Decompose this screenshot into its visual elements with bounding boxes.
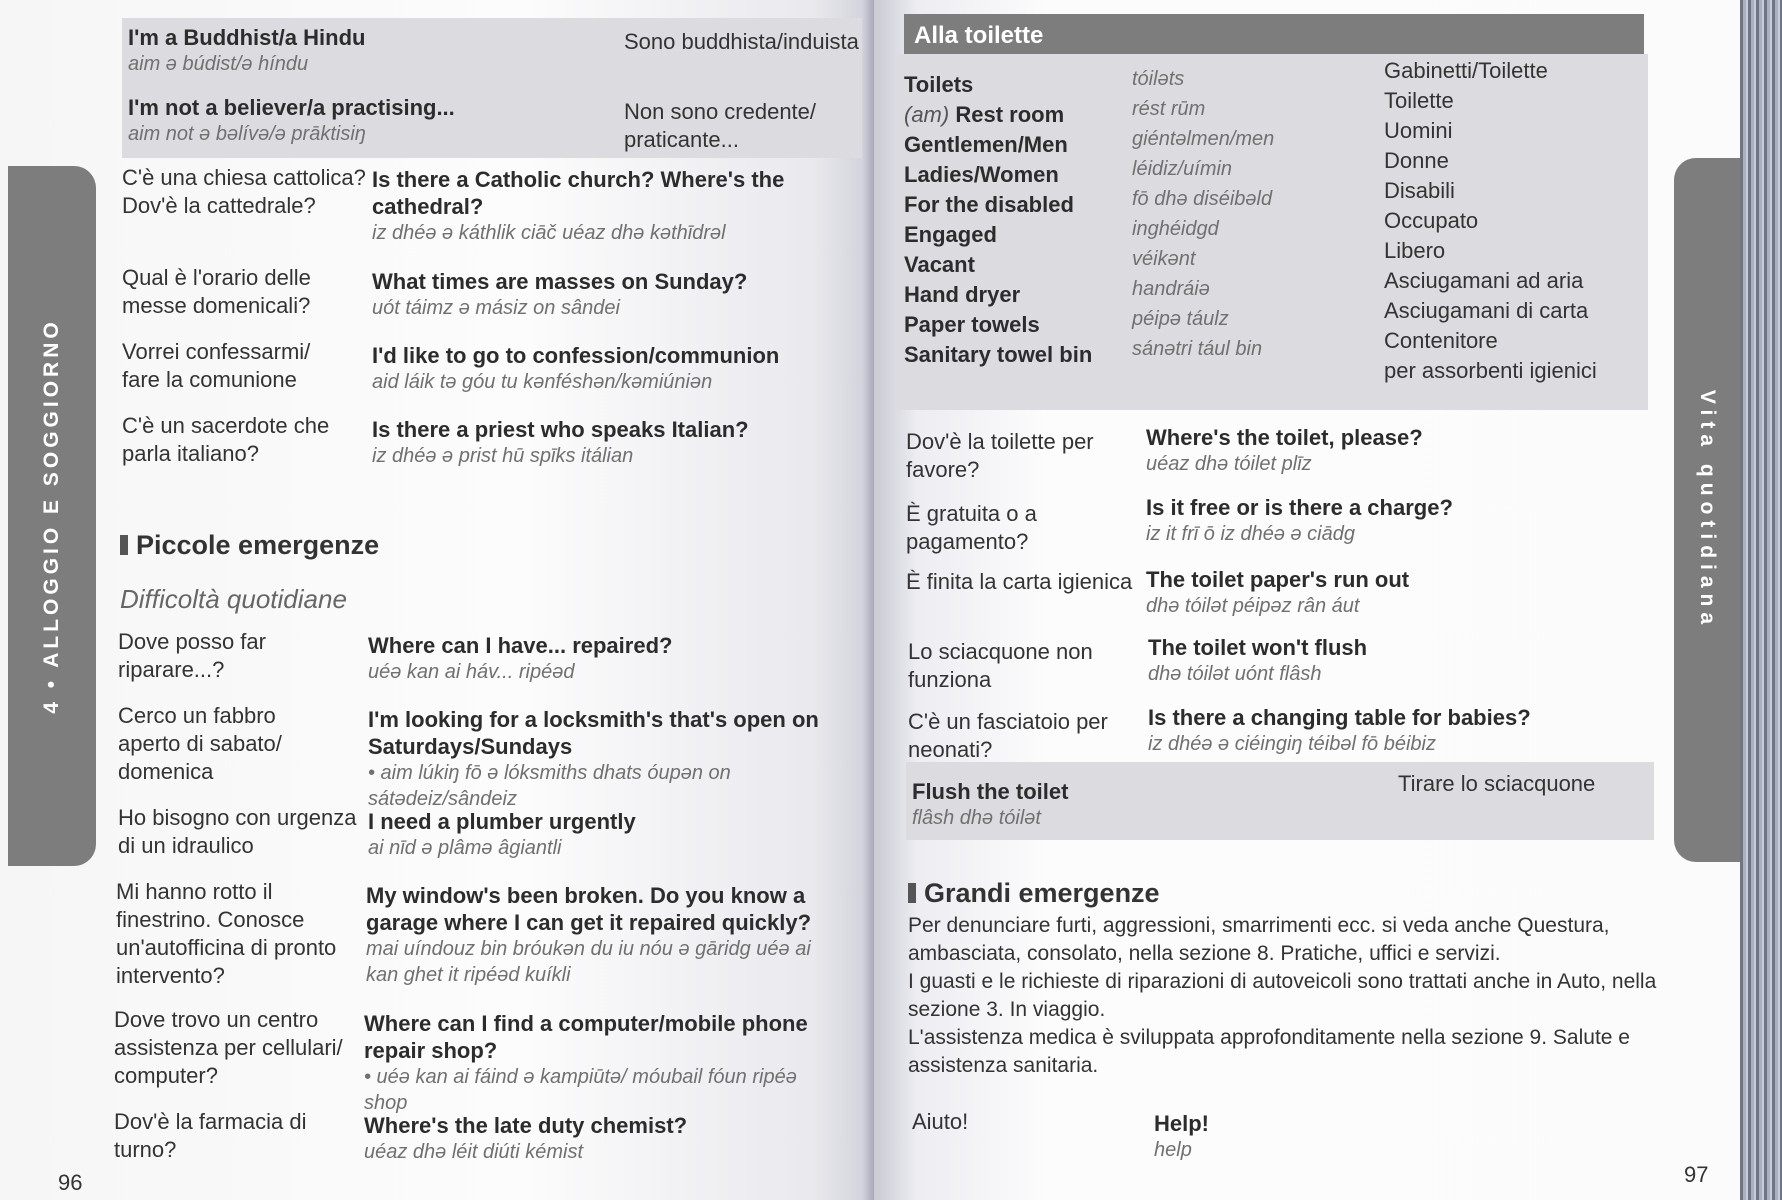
english-term: Gentlemen/Men — [904, 132, 1068, 157]
left-page — [0, 0, 874, 1200]
italian-term: Libero — [1384, 238, 1446, 263]
boxed-row — [128, 24, 365, 77]
table-title: Alla toilette — [904, 14, 1644, 54]
pronunciation: dhə tóilət péipəz rân áut — [1146, 595, 1360, 617]
pronunciation: sánətri tául bin — [1132, 338, 1263, 360]
pronunciation: uéaz dhə léit diúti kémist — [364, 1141, 584, 1163]
italian-term: Gabinetti/Toilette — [1384, 58, 1548, 83]
italian-column — [1384, 56, 1597, 386]
italian-phrase: Non sono credente/ praticante... — [624, 99, 817, 152]
paragraph-line: Per denunciare furti, aggressioni, smarrimenti ecc. si veda anche Questura, ambasciata, consolato, nella sezione 8. Pratiche, uffici e servizi. — [908, 914, 1610, 965]
pronunciation: iz dhéə ə káthlik ciāč uéaz dhə kəthīdrəl — [372, 222, 726, 244]
italian-term: Donne — [1384, 148, 1449, 173]
italian-phrase: C'è un sacerdote che parla italiano? — [122, 413, 330, 466]
pronunciation: iz dhéə ə ciéingiŋ téibəl fō béibiz — [1148, 733, 1436, 755]
phrase-row — [368, 808, 808, 861]
english-phrase: I'm not a believer/a practising... — [128, 95, 455, 120]
info-paragraph — [908, 912, 1658, 1080]
italian-phrase: Aiuto! — [912, 1109, 969, 1134]
italian-term: Uomini — [1384, 118, 1453, 143]
english-phrase: Is there a priest who speaks Italian? — [372, 417, 749, 442]
pronunciation: • aim lúkiŋ fō ə lóksmiths dhats óupən on sátədeiz/sândeiz — [368, 762, 731, 810]
pronunciation: léidiz/uímin — [1132, 158, 1233, 180]
italian-phrase: Ho bisogno con urgenza di un idraulico — [118, 805, 357, 858]
english-term: Paper towels — [904, 312, 1040, 337]
paragraph-line: L'assistenza medica è sviluppata approfonditamente nella sezione 9. Salute e assistenza sanitaria. — [908, 1026, 1630, 1077]
phrase-row — [372, 268, 792, 321]
italian-term: Disabili — [1384, 178, 1455, 203]
section-heading — [908, 878, 1160, 909]
phrase-row — [372, 342, 812, 395]
pronunciation: dhə tóilət uónt flâsh — [1148, 663, 1322, 685]
italian-phrase: Cerco un fabbro aperto di sabato/ domenica — [118, 703, 282, 784]
chapter-tab-label: 4 • ALLOGGIO E SOGGIORNO — [40, 318, 63, 714]
phrase-row — [1148, 704, 1648, 757]
pronunciation: ai nīd ə plâmə âgiantli — [368, 837, 562, 859]
chapter-tab — [1674, 158, 1740, 862]
english-phrase: What times are masses on Sunday? — [372, 269, 748, 294]
english-phrase: Is there a Catholic church? Where's the cathedral? — [372, 167, 785, 219]
italian-phrase: Tirare lo sciacquone — [1398, 771, 1596, 796]
american-marker: (am) — [904, 102, 950, 127]
page-number: 97 — [1684, 1162, 1709, 1187]
pronunciation: péipə táulz — [1132, 308, 1229, 330]
italian-phrase: Dove posso far riparare...? — [118, 629, 266, 682]
paragraph-line: I guasti e le richieste di riparazioni di autoveicoli sono trattati anche in Auto, nella sezione 3. In viaggio. — [908, 970, 1657, 1021]
english-phrase: Help! — [1154, 1111, 1209, 1136]
pronunciation: mai uíndouz bin bróukən du iu nóu ə gāridg uéə ai kan ghet it ripéəd kuíkli — [366, 938, 811, 986]
phrase-row — [372, 166, 792, 246]
toilet-vocabulary-table — [896, 54, 1648, 410]
italian-phrase: C'è un fasciatoio per neonati? — [908, 709, 1108, 762]
english-term: Hand dryer — [904, 282, 1021, 307]
flush-row — [912, 778, 1068, 831]
pronunciation: rést rūm — [1132, 98, 1206, 120]
pronunciation: véikənt — [1132, 248, 1196, 270]
pronunciation: inghéidgd — [1132, 218, 1219, 240]
page-edges — [1740, 0, 1782, 1200]
pronunciation: uéə kan ai háv... ripéəd — [368, 661, 575, 683]
italian-phrase: Dove trovo un centro assistenza per cellulari/ computer? — [114, 1007, 343, 1088]
heading-marker — [120, 535, 128, 555]
heading-marker — [908, 883, 916, 903]
pronunciation: uéaz dhə tóilet plīz — [1146, 453, 1312, 475]
pronunciation: iz dhéə ə prist hū spīks itálian — [372, 445, 634, 467]
english-phrase: My window's been broken. Do you know a garage where I can get it repaired quickly? — [366, 883, 812, 935]
italian-term: Asciugamani ad aria — [1384, 268, 1584, 293]
english-term: (am) Rest room — [904, 102, 1065, 127]
section-heading — [120, 530, 379, 561]
phrase-row — [372, 416, 812, 469]
phrase-row — [1154, 1110, 1209, 1163]
english-phrase: Where's the late duty chemist? — [364, 1113, 688, 1138]
english-phrase: I'm a Buddhist/a Hindu — [128, 25, 366, 50]
italian-phrase: Vorrei confessarmi/ fare la comunione — [122, 339, 311, 392]
english-phrase: The toilet paper's run out — [1146, 567, 1410, 592]
pronunciation: aid láik tə góu tu kənféshən/kəmiúniən — [372, 371, 713, 393]
pronunciation: aim not ə bəlívə/ə prāktisiŋ — [128, 123, 366, 145]
italian-phrase: È finita la carta igienica — [906, 569, 1133, 594]
pronunciation: flâsh dhə tóilət — [912, 807, 1041, 829]
italian-phrase: C'è una chiesa cattolica? Dov'è la cattedrale? — [122, 165, 366, 218]
phrase-row — [1148, 634, 1648, 687]
section-title: Grandi emergenze — [924, 878, 1160, 908]
italian-phrase: Lo sciacquone non funziona — [908, 639, 1093, 692]
pronunciation: handráiə — [1132, 278, 1210, 300]
pronunciation: • uéə kan ai fáind ə kampiūtə/ móubail fóun ripéə shop — [364, 1066, 797, 1114]
english-term: For the disabled — [904, 192, 1074, 217]
phrase-row — [1146, 566, 1646, 619]
italian-term: Contenitore — [1384, 328, 1498, 353]
subsection-title: Difficoltà quotidiane — [120, 584, 347, 614]
italian-phrase: Mi hanno rotto il finestrino. Conosce un'autofficina di pronto intervento? — [116, 879, 337, 988]
boxed-row — [128, 94, 455, 147]
english-phrase: Where's the toilet, please? — [1146, 425, 1423, 450]
phrase-row — [1146, 424, 1646, 477]
chapter-tab — [8, 166, 96, 866]
phrase-row — [364, 1010, 834, 1116]
phrase-row — [368, 706, 838, 812]
english-phrase: Where can I find a computer/mobile phone repair shop? — [364, 1011, 808, 1063]
chapter-tab-label: Vita quotidiana — [1696, 389, 1719, 631]
pronunciation-column — [1132, 64, 1274, 364]
pronunciation: aim ə búdist/ə híndu — [128, 53, 309, 75]
phrase-row — [366, 882, 836, 988]
italian-phrase: È gratuita o a pagamento? — [906, 501, 1037, 554]
english-phrase: Where can I have... repaired? — [368, 633, 673, 658]
pronunciation: giéntəlmen/men — [1132, 128, 1275, 150]
italian-phrase: Dov'è la farmacia di turno? — [114, 1109, 307, 1162]
phrase-row — [364, 1112, 824, 1165]
english-phrase: I'm looking for a locksmith's that's open on Saturdays/Sundays — [368, 707, 819, 759]
english-phrase: Is it free or is there a charge? — [1146, 495, 1453, 520]
english-term: Ladies/Women — [904, 162, 1059, 187]
pronunciation: help — [1154, 1139, 1192, 1161]
pronunciation: fō dhə diséibəld — [1132, 188, 1273, 210]
english-term: Toilets — [904, 72, 974, 97]
english-term: Vacant — [904, 252, 975, 277]
english-phrase: I need a plumber urgently — [368, 809, 636, 834]
page-number: 96 — [58, 1170, 83, 1195]
pronunciation: tóiləts — [1132, 68, 1185, 90]
english-phrase: I'd like to go to confession/communion — [372, 343, 780, 368]
section-title: Piccole emergenze — [136, 530, 380, 560]
italian-phrase: Qual è l'orario delle messe domenicali? — [122, 265, 311, 318]
italian-term: Occupato — [1384, 208, 1479, 233]
english-phrase: Flush the toilet — [912, 779, 1069, 804]
italian-phrase: Dov'è la toilette per favore? — [906, 429, 1094, 482]
english-term: Engaged — [904, 222, 997, 247]
english-phrase: Is there a changing table for babies? — [1148, 705, 1531, 730]
pronunciation: iz it frī ō iz dhéə ə ciādg — [1146, 523, 1355, 545]
italian-term: Asciugamani di carta — [1384, 298, 1589, 323]
phrase-row — [1146, 494, 1646, 547]
english-phrase: The toilet won't flush — [1148, 635, 1368, 660]
pronunciation: uót táimz ə másiz on sândei — [372, 297, 620, 319]
italian-term: per assorbenti igienici — [1384, 358, 1597, 383]
italian-term: Toilette — [1384, 88, 1454, 113]
italian-phrase: Sono buddhista/induista — [624, 29, 859, 54]
english-term: Sanitary towel bin — [904, 342, 1093, 367]
english-column — [904, 70, 1092, 370]
phrase-row — [368, 632, 808, 685]
